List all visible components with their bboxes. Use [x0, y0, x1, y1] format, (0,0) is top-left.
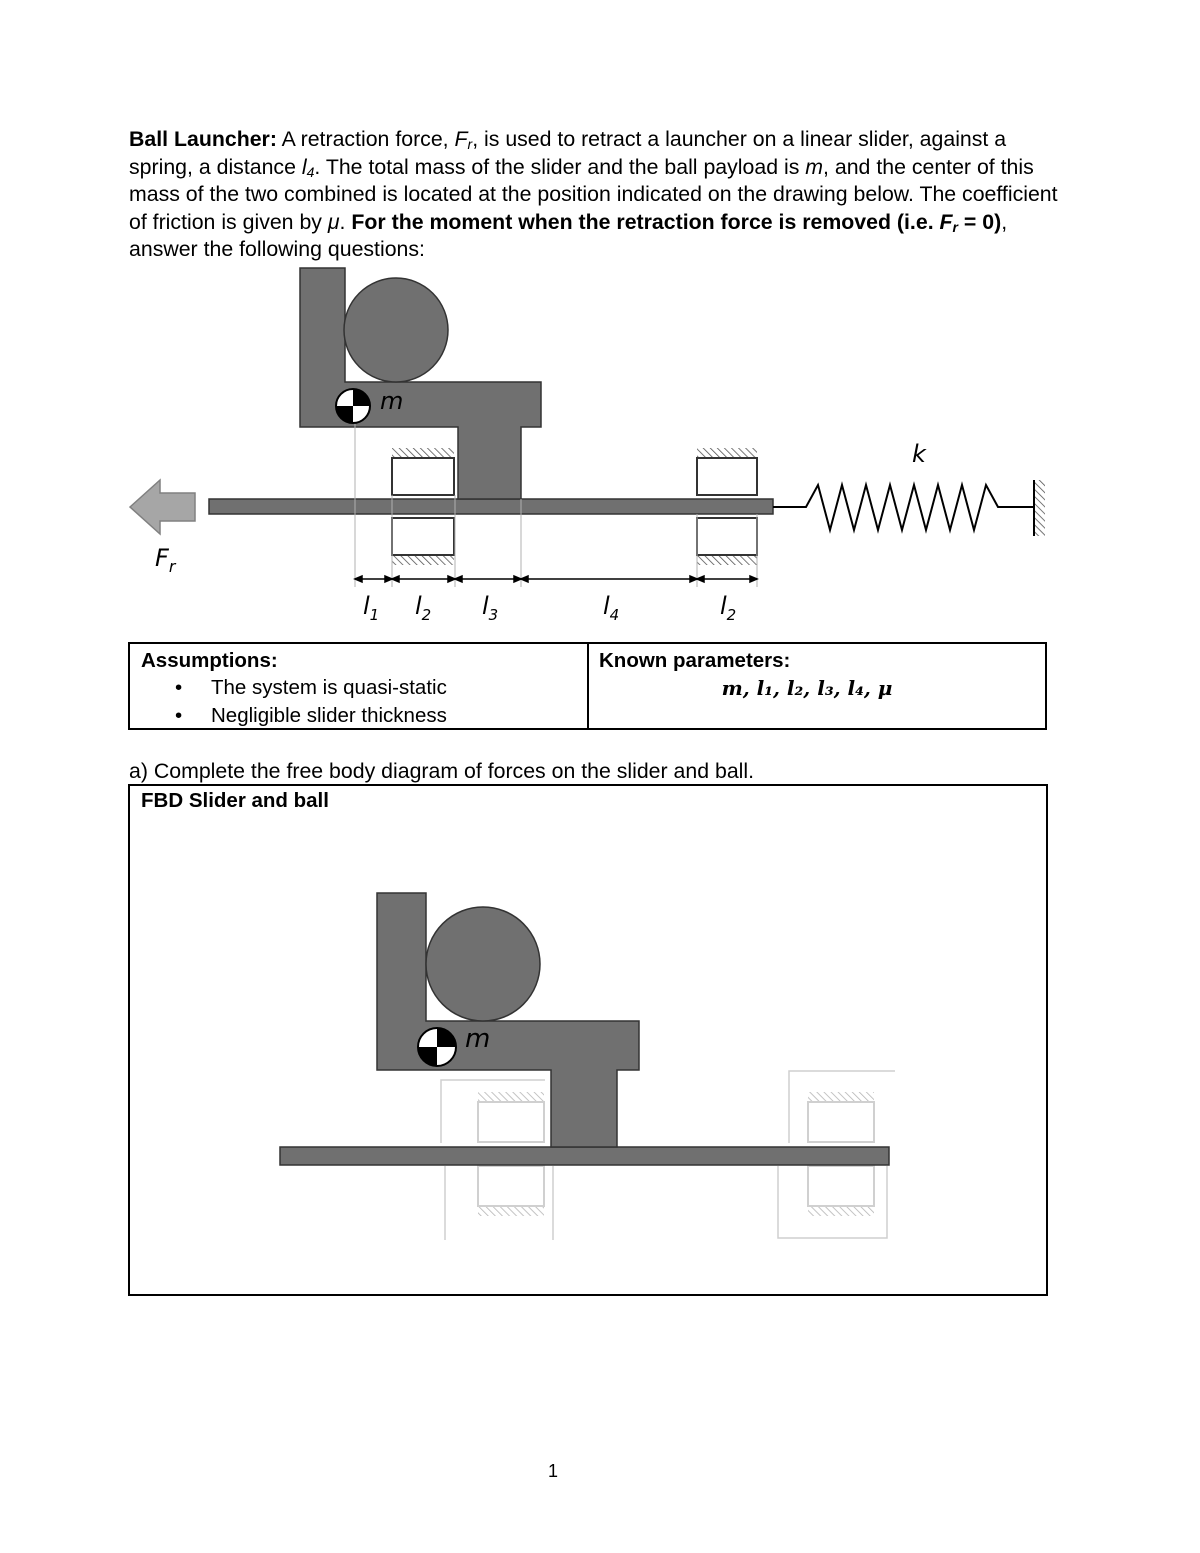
page-number: 1 [547, 1461, 558, 1481]
fbd-center-of-mass-symbol [418, 1028, 456, 1066]
fbd-title: FBD Slider and ball [141, 789, 329, 812]
dim-label-l2: $l_2$ [415, 592, 432, 624]
ball [344, 278, 448, 382]
retraction-force-arrow [130, 480, 195, 534]
problem-title: Ball Launcher: [129, 127, 277, 151]
dim-label-l4: $l_4$ [603, 592, 620, 624]
ball-launcher-figure [0, 262, 1200, 634]
dim-label-l3: $l_3$ [482, 592, 499, 624]
slider-rail [209, 499, 773, 514]
fbd-figure [0, 880, 1200, 1250]
fbd-slider-rail [280, 1147, 889, 1165]
known-parameters-cell [589, 644, 1045, 728]
spring-label: k [912, 440, 926, 468]
assumptions-header: Assumptions: [141, 649, 278, 672]
dim-label-l1: $l_1$ [363, 592, 380, 624]
problem-statement: Ball Launcher: A retraction force, $F_r$, is used to retract a launcher on a linear slider, against a spring, a distance $l_4$. The total mass of the slider and the ball payload is m, and the center of this mass of the two combined is located at the position indicated on the drawing below. The coefficient of friction is given by μ. For the moment when the retraction force is removed (i.e. $F_r = 0$), answer the following questions: [129, 127, 1058, 262]
force-label: $F_r$ [155, 544, 176, 576]
assumptions-table [128, 642, 1047, 730]
known-parameters-header: Known parameters: [599, 649, 791, 672]
center-of-mass-symbol [336, 389, 370, 423]
wall-hatch [1035, 480, 1045, 536]
assumption-item: • Negligible slider thickness [175, 704, 447, 727]
spring [773, 485, 1033, 530]
assumption-item: • The system is quasi-static [175, 676, 447, 699]
known-parameters-list: m, l₁, l₂, l₃, l₄, μ [721, 676, 893, 700]
dim-label-l2-right: $l_2$ [720, 592, 737, 624]
fbd-ball [426, 907, 540, 1021]
fbd-mass-label: m [465, 1024, 491, 1054]
question-a: a) Complete the free body diagram of forces on the slider and ball. [129, 759, 755, 783]
mass-label: m [380, 387, 404, 415]
assumptions-cell [130, 644, 589, 728]
